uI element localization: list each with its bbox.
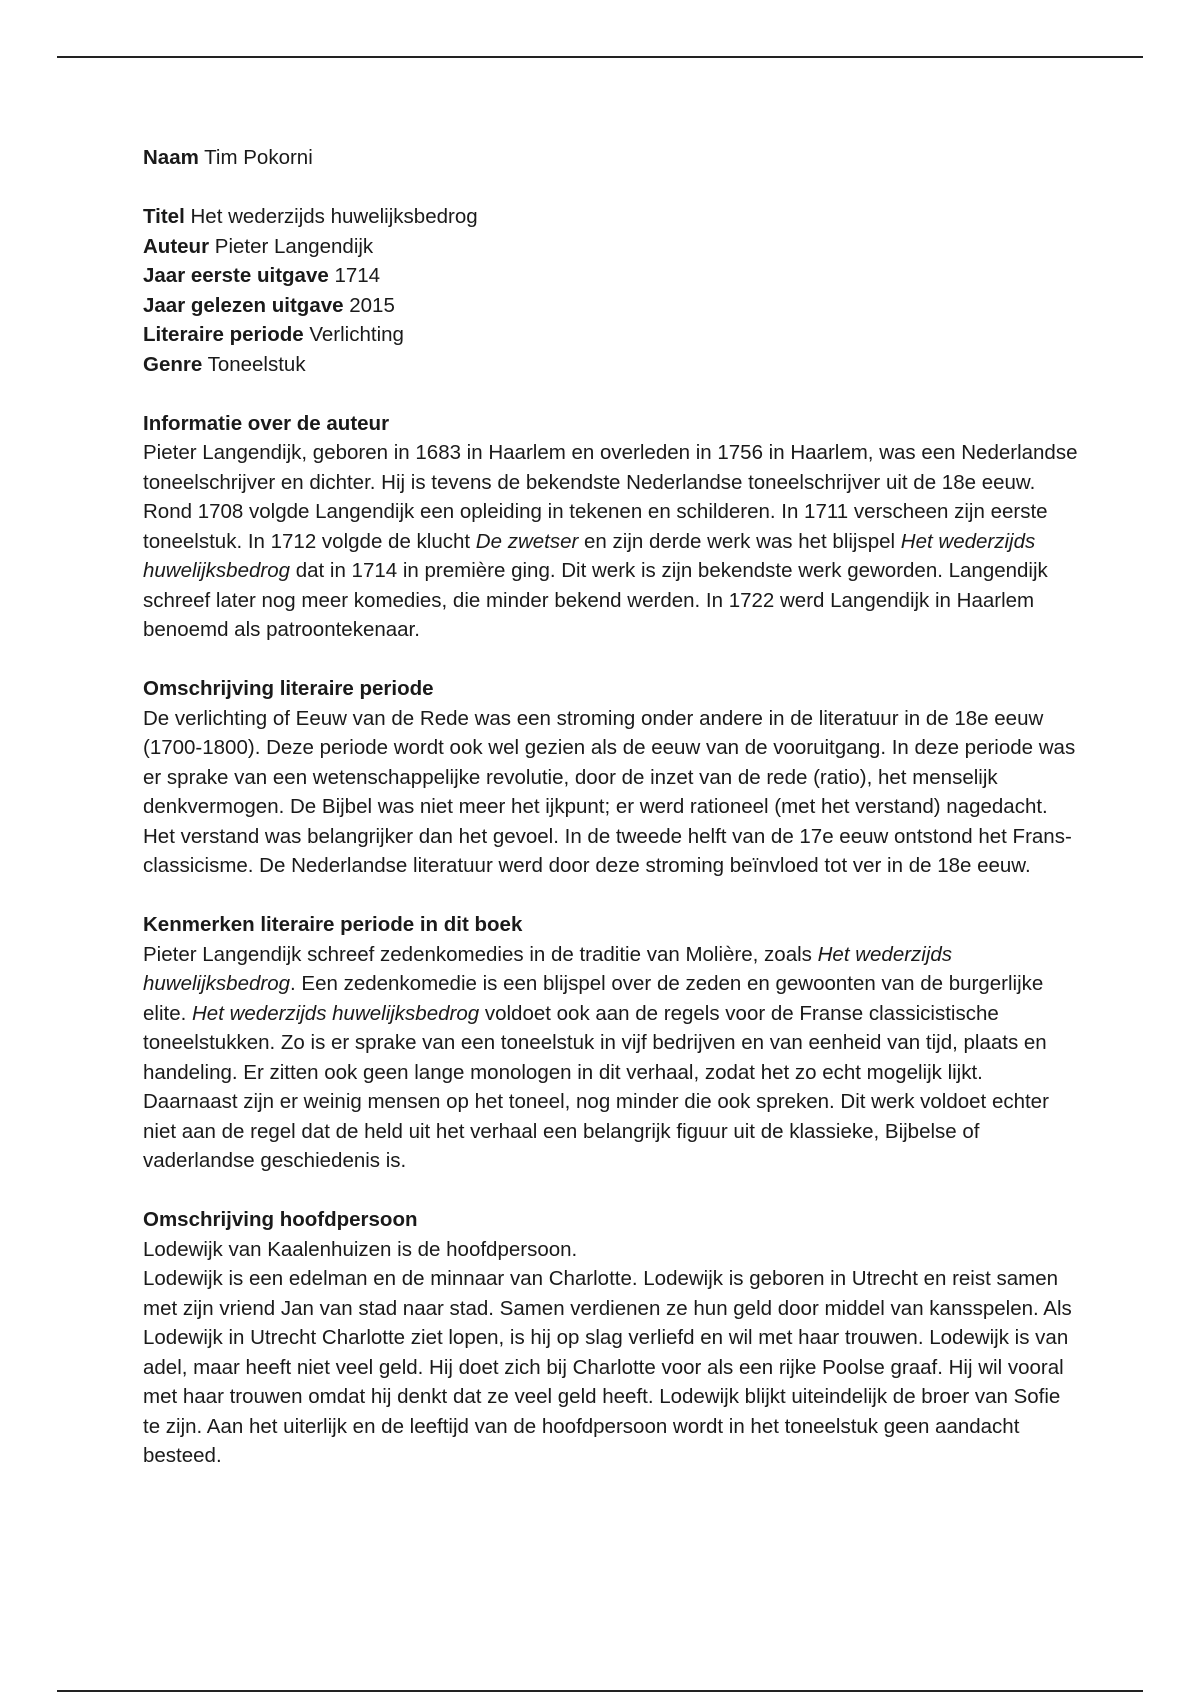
text-run: . Een zedenkomedie is een blijspel over de zeden en gewoonten van de burgerlijke elite. (143, 972, 1044, 1025)
text-run: dat in 1714 in première ging. Dit werk is zijn bekendste werk geworden. Langendijk schreef later nog meer komedies, die minder bekend werden. In 1722 werd Langendijk in Haarlem benoemd als patroontekenaar. (143, 559, 1048, 641)
field-value: 2015 (349, 293, 395, 317)
field-label: Genre (143, 352, 203, 376)
section-heading: Informatie over de auteur (143, 411, 390, 435)
field-value: Tim Pokorni (204, 146, 313, 169)
field-value: 1714 (334, 264, 381, 287)
document-body (143, 143, 1083, 1471)
field-value: Toneelstuk (207, 352, 306, 376)
section-periode (143, 674, 1083, 881)
section-paragraph (143, 940, 1083, 1176)
text-run: voldoet ook aan de regels voor de Franse classicistische toneelstukken. Zo is er sprake van een toneelstuk in vijf bedrijven en van eenheid van tijd, plaats en handeling. Er zitten ook geen lange monologen in dit verhaal, zodat het zo echt mogelijk lijkt. Daarnaast zijn er weinig mensen op het toneel, nog minder die ook spreken. Dit werk voldoet echter niet aan de regel dat de held uit het verhaal een belangrijk figuur uit de klassieke, Bijbelse of vaderlandse geschiedenis is. (143, 1001, 1049, 1172)
section-auteur (143, 409, 1083, 645)
meta-row-naam (143, 143, 1083, 173)
spacer (143, 1176, 1083, 1206)
field-label: Literaire periode (143, 323, 304, 346)
field-label: Jaar gelezen uitgave (143, 293, 344, 317)
field-label: Jaar eerste uitgave (143, 264, 329, 287)
section-intro: Lodewijk van Kaalenhuizen is de hoofdpersoon. (143, 1237, 578, 1261)
top-rule (57, 56, 1143, 58)
book-row-jaar-gelezen (143, 291, 1083, 321)
section-heading: Omschrijving literaire periode (143, 677, 434, 700)
italic-title: Het wederzijds huwelijksbedrog (192, 1001, 480, 1025)
field-value: Het wederzijds huwelijksbedrog (190, 205, 478, 228)
book-row-periode (143, 320, 1083, 350)
spacer (143, 173, 1083, 203)
section-hoofdpersoon (143, 1205, 1083, 1471)
book-row-jaar-eerste (143, 261, 1083, 291)
section-kenmerken (143, 910, 1083, 1176)
section-heading: Kenmerken literaire periode in dit boek (143, 913, 523, 936)
italic-title: Het wederzijds huwelijksbedrog (143, 529, 1036, 582)
section-paragraph: De verlichting of Eeuw van de Rede was een stroming onder andere in de literatuur in de 18e eeuw (1700-1800). Deze periode wordt ook wel gezien als de eeuw van de vooruitgang. In deze periode was er sprake van een wetenschappelijke revolutie, door de inzet van de rede (ratio), het menselijk denkvermogen. De Bijbel was niet meer het ijkpunt; er werd rationeel (met het verstand) nagedacht. Het verstand was belangrijker dan het gevoel. In de tweede helft van de 17e eeuw ontstond het Frans-classicisme. De Nederlandse literatuur werd door deze stroming beïnvloed tot ver in de 18e eeuw. (143, 706, 1076, 877)
spacer (143, 379, 1083, 409)
field-value: Pieter Langendijk (214, 234, 374, 258)
book-row-genre (143, 350, 1083, 380)
spacer (143, 881, 1083, 911)
book-row-auteur (143, 232, 1083, 262)
text-run: en zijn derde werk was het blijspel (578, 529, 901, 553)
field-value: Verlichting (309, 323, 404, 346)
section-paragraph: Lodewijk is een edelman en de minnaar van Charlotte. Lodewijk is geboren in Utrecht en reist samen met zijn vriend Jan van stad naar stad. Samen verdienen ze hun geld door middel van kansspelen. Als Lodewijk in Utrecht Charlotte ziet lopen, is hij op slag verliefd en wil met haar trouwen. Lodewijk is van adel, maar heeft niet veel geld. Hij doet zich bij Charlotte voor als een rijke Poolse graaf. Hij wil vooral met haar trouwen omdat hij denkt dat ze veel geld heeft. Lodewijk blijkt uiteindelijk de broer van Sofie te zijn. Aan het uiterlijk en de leeftijd van de hoofdpersoon wordt in het toneelstuk geen aandacht besteed. (143, 1267, 1072, 1467)
section-paragraph (143, 438, 1083, 645)
text-run: Pieter Langendijk schreef zedenkomedies in de traditie van Molière, zoals (143, 942, 818, 966)
field-label: Titel (143, 205, 185, 228)
field-label: Naam (143, 146, 199, 169)
bottom-rule (57, 1690, 1143, 1692)
text-run: Pieter Langendijk, geboren in 1683 in Haarlem en overleden in 1756 in Haarlem, was een Nederlandse toneelschrijver en dichter. Hij is tevens de bekendste Nederlandse toneelschrijver uit de 18e eeuw. Rond 1708 volgde Langendijk een opleiding in tekenen en schilderen. In 1711 verscheen zijn eerste toneelstuk. In 1712 volgde de klucht (143, 441, 1078, 553)
spacer (143, 645, 1083, 675)
italic-title: De zwetser (475, 529, 579, 553)
section-heading: Omschrijving hoofdpersoon (143, 1208, 418, 1231)
book-row-titel (143, 202, 1083, 232)
field-label: Auteur (143, 234, 210, 258)
book-info (143, 202, 1083, 379)
italic-title: Het wederzijds huwelijksbedrog (143, 942, 953, 995)
